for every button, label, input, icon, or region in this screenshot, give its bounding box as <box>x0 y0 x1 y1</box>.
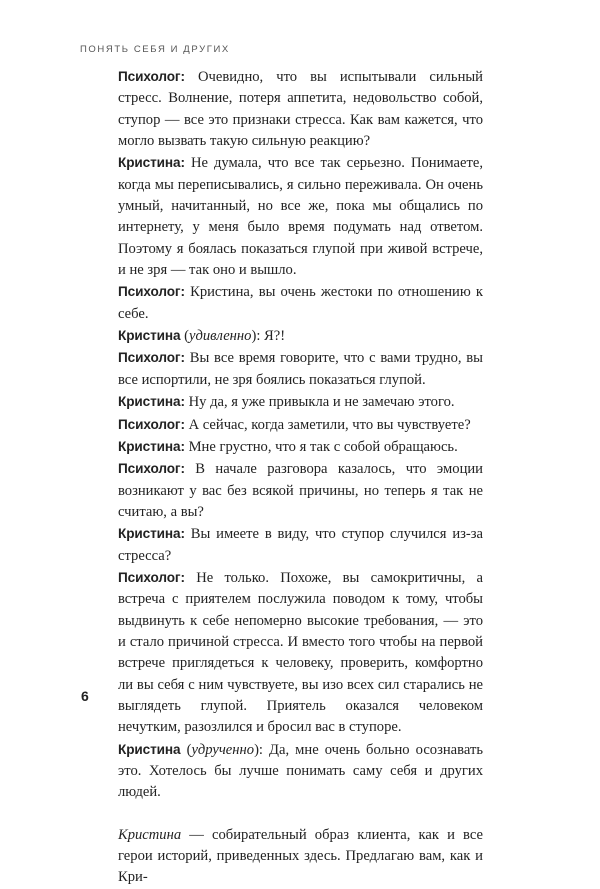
speaker-name: Психолог: <box>118 416 185 432</box>
dialogue-line <box>118 523 483 567</box>
dialogue-line <box>118 281 483 325</box>
dialogue-line <box>118 66 483 152</box>
speaker-name: Психолог: <box>118 461 185 477</box>
aside-open-paren: ( <box>180 328 190 345</box>
speaker-name: Психолог: <box>118 350 185 366</box>
utterance-text: Кристина, вы очень жестоки по отношению к себе. <box>118 284 483 322</box>
running-header: ПОНЯТЬ СЕБЯ И ДРУГИХ <box>80 44 230 55</box>
dialogue-line <box>118 458 483 523</box>
footnote-paragraph <box>118 825 483 889</box>
dialogue-text-block <box>118 66 483 889</box>
utterance-text: Не думала, что все так серьезно. Понимаете, когда мы переписывались, я сильно переживала. Он очень умный, начитанный, но все же, пока мы общались по интернету, у меня было время подумать над ответом. Поэтому я боялась показаться глупой при живой встрече, и не зря — так оно и вышло. <box>118 155 483 279</box>
note-text: — собирательный образ клиента, как и все герои историй, приведенных здесь. Предлагаю вам, как и Кри- <box>118 826 483 886</box>
dialogue-line <box>118 152 483 281</box>
speaker-name: Психолог: <box>118 569 185 585</box>
speaker-aside: удивленно <box>189 328 252 345</box>
aside-open-paren: ( <box>180 741 192 758</box>
speaker-name: Кристина <box>118 328 181 344</box>
utterance-text: Мне грустно, что я так с собой обращаюсь. <box>184 438 458 455</box>
speaker-name: Кристина: <box>118 526 185 542</box>
utterance-text: Не только. Похоже, вы самокритичны, а встреча с приятелем послужила поводом к тому, чтобы выдвинуть к себе непомерно высокие требования, — это и стало причиной стресса. И вместо того чтобы на первой встрече приглядеться к человеку, проверить, комфортно ли вы себя с ним чувствуете, вы изо всех сил старались не выглядеть глупой. Приятель оказался человеком нечутким, разозлился и бросил вас в ступоре. <box>118 569 483 736</box>
speaker-name: Кристина: <box>118 438 185 454</box>
speaker-aside: удрученно <box>191 741 255 758</box>
dialogue-line <box>118 347 483 391</box>
utterance-text: Ну да, я уже привыкла и не замечаю этого. <box>184 394 455 411</box>
speaker-name: Кристина: <box>118 394 185 410</box>
utterance-text: Я?! <box>260 328 286 345</box>
utterance-text: Вы все время говорите, что с вами трудно, вы все испортили, не зря боялись показаться глупой. <box>118 350 483 388</box>
dialogue-line <box>118 325 483 347</box>
dialogue-line <box>118 436 483 458</box>
speaker-name: Психолог: <box>118 69 185 84</box>
aside-close: ): <box>251 328 261 345</box>
speaker-name: Психолог: <box>118 284 185 300</box>
dialogue-line <box>118 391 483 413</box>
aside-close: ): <box>254 741 263 758</box>
note-term: Кристина <box>118 826 182 843</box>
utterance-text: Да, мне очень больно осознавать это. Хотелось бы лучше понимать саму себя и других людей. <box>118 741 483 801</box>
utterance-text: Вы имеете в виду, что ступор случился из-за стресса? <box>118 526 483 564</box>
page-number: 6 <box>81 688 89 704</box>
dialogue-line <box>118 739 483 804</box>
utterance-text: А сейчас, когда заметили, что вы чувствуете? <box>184 416 471 433</box>
speaker-name: Кристина: <box>118 155 185 171</box>
speaker-name: Кристина <box>118 741 181 757</box>
dialogue-line <box>118 567 483 739</box>
dialogue-line <box>118 414 483 436</box>
utterance-text: В начале разговора казалось, что эмоции возникают у вас без всякой причины, но теперь я так не считаю, а вы? <box>118 461 483 520</box>
utterance-text: Очевидно, что вы испытывали сильный стресс. Волнение, потеря аппетита, недовольство собой, ступор — все это признаки стресса. Как вам кажется, что могло вызвать такую сильную реакцию? <box>118 69 483 150</box>
